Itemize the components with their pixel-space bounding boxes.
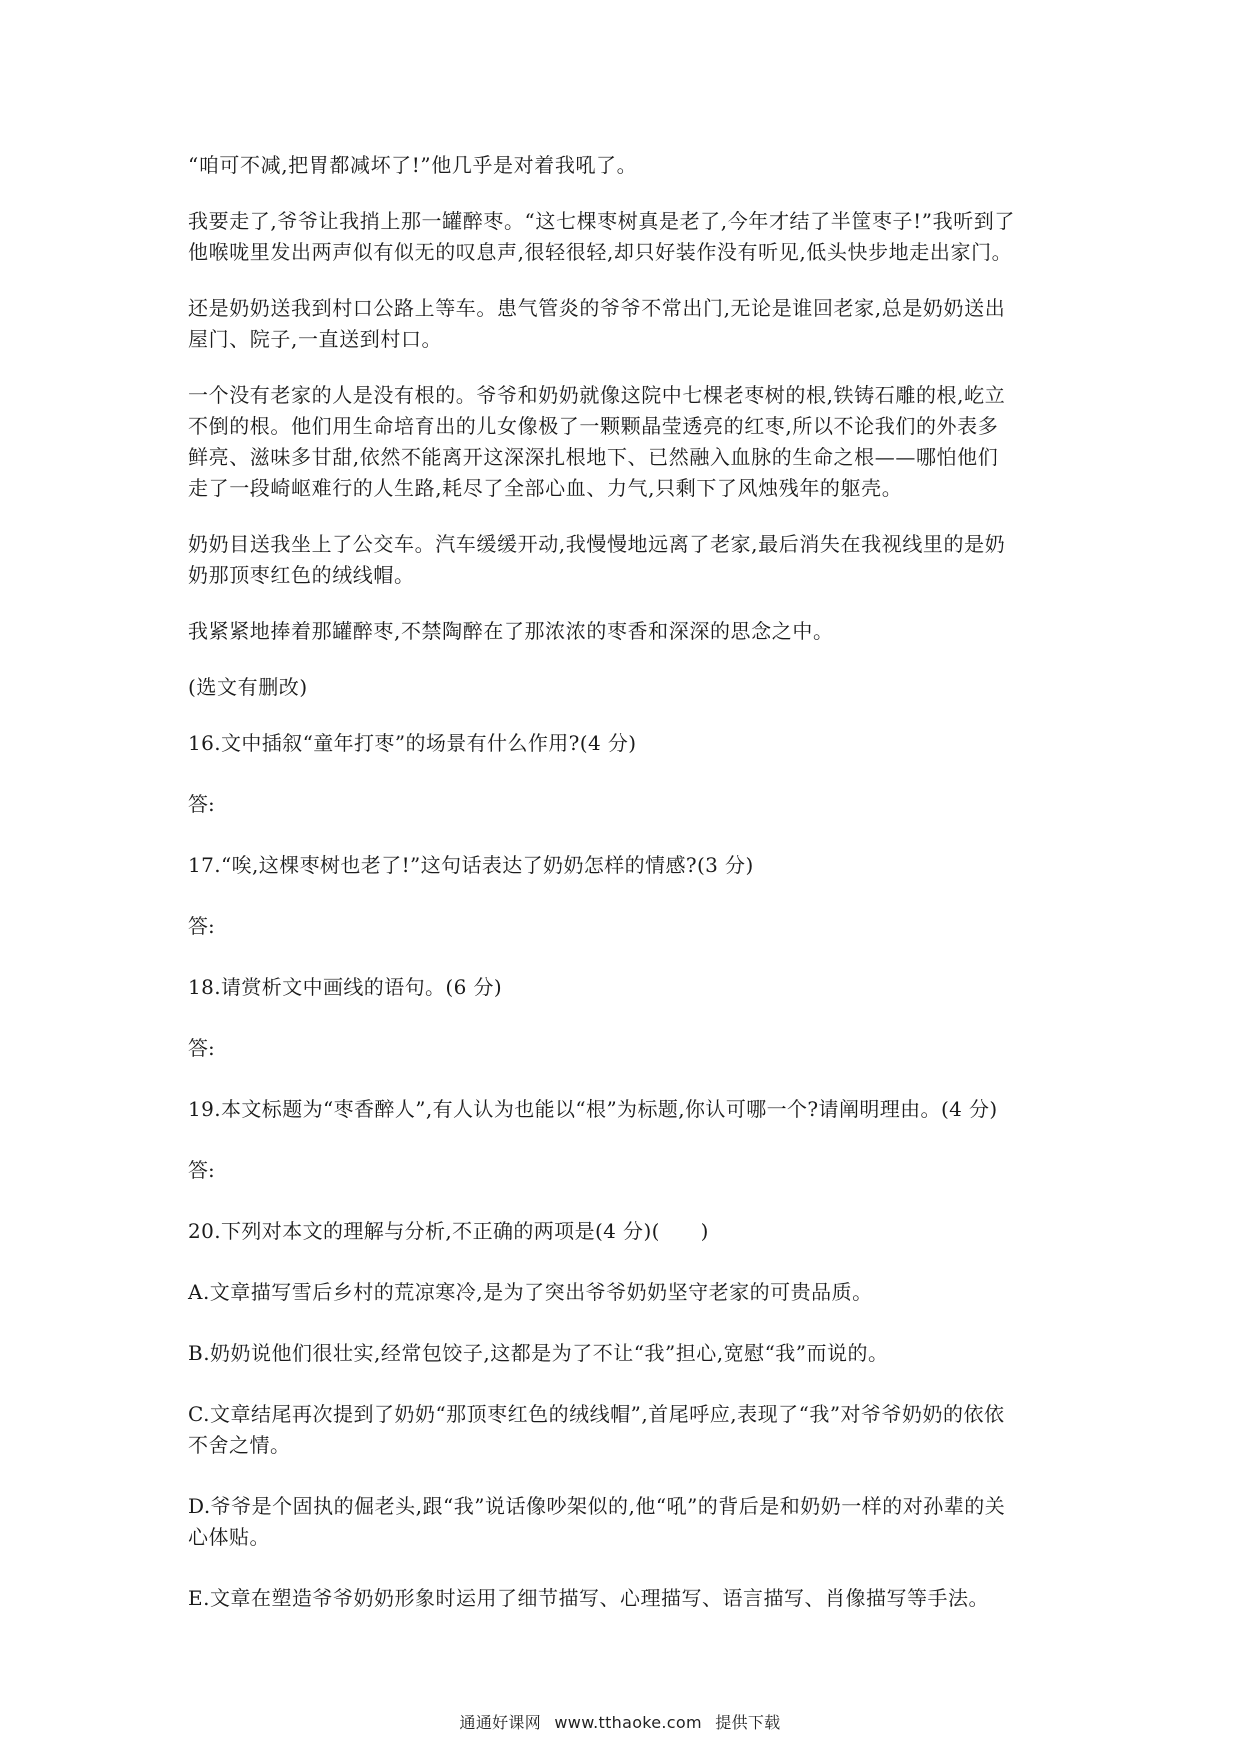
question-19: 19.本文标题为“枣香醉人”,有人认为也能以“根”为标题,你认可哪一个?请阐明理由。(4 分) [188, 1097, 998, 1121]
question-18: 18.请赏析文中画线的语句。(6 分) [188, 975, 503, 999]
text-line: 奶奶目送我坐上了公交车。汽车缓缓开动,我慢慢地远离了老家,最后消失在我视线里的是奶 [188, 532, 1006, 556]
text-line: A.文章描写雪后乡村的荒凉寒冷,是为了突出爷爷奶奶坚守老家的可贵品质。 [188, 1280, 873, 1304]
text-line: E.文章在塑造爷爷奶奶形象时运用了细节描写、心理描写、语言描写、肖像描写等手法。 [188, 1586, 989, 1610]
passage-paragraph-6 [188, 616, 1068, 647]
answer-label-16: 答: [188, 792, 215, 816]
text-line: 不舍之情。 [188, 1433, 291, 1457]
text-line: B.奶奶说他们很壮实,经常包饺子,这都是为了不让“我”担心,宽慰“我”而说的。 [188, 1341, 889, 1365]
passage-paragraph-2 [188, 206, 1068, 268]
text-line: 心体贴。 [188, 1525, 270, 1549]
footer-url: www.tthaoke.com [554, 1713, 702, 1732]
passage-paragraph-1 [188, 150, 1068, 181]
option-c [188, 1399, 1068, 1461]
passage-paragraph-3 [188, 293, 1068, 355]
text-line: 他喉咙里发出两声似有似无的叹息声,很轻很轻,却只好装作没有听见,低头快步地走出家门。 [188, 240, 1013, 264]
page-footer [0, 1710, 1240, 1733]
option-d [188, 1491, 1068, 1553]
text-line: 我要走了,爷爷让我捎上那一罐醉枣。“这七棵枣树真是老了,今年才结了半筐枣子!”我听到了 [188, 209, 1016, 233]
text-line: 还是奶奶送我到村口公路上等车。患气管炎的爷爷不常出门,无论是谁回老家,总是奶奶送出 [188, 296, 1006, 320]
text-line: 屋门、院子,一直送到村口。 [188, 327, 443, 351]
passage-paragraph-4 [188, 380, 1068, 504]
text-line: C.文章结尾再次提到了奶奶“那顶枣红色的绒线帽”,首尾呼应,表现了“我”对爷爷奶奶的依依 [188, 1402, 1005, 1426]
footer-suffix: 提供下载 [715, 1713, 781, 1732]
answer-label-17: 答: [188, 914, 215, 938]
text-line: 鲜亮、滋味多甘甜,依然不能离开这深深扎根地下、已然融入血脉的生命之根——哪怕他们 [188, 445, 999, 469]
text-line: 走了一段崎岖难行的人生路,耗尽了全部心血、力气,只剩下了风烛残年的躯壳。 [188, 476, 903, 500]
answer-label-18: 答: [188, 1036, 215, 1060]
footer-site-name: 通通好课网 [459, 1713, 542, 1732]
question-16: 16.文中插叙“童年打枣”的场景有什么作用?(4 分) [188, 731, 637, 755]
option-b [188, 1338, 1068, 1369]
question-20: 20.下列对本文的理解与分析,不正确的两项是(4 分)( ) [188, 1219, 709, 1243]
text-line: “咱可不减,把胃都减坏了!”他几乎是对着我吼了。 [188, 153, 638, 177]
text-line: 一个没有老家的人是没有根的。爷爷和奶奶就像这院中七棵老枣树的根,铁铸石雕的根,屹立 [188, 383, 1006, 407]
source-note [188, 672, 1068, 703]
passage-paragraph-5 [188, 529, 1068, 591]
option-e [188, 1583, 1068, 1614]
question-list [188, 728, 1068, 1614]
text-line: 不倒的根。他们用生命培育出的儿女像极了一颗颗晶莹透亮的红枣,所以不论我们的外表多 [188, 414, 999, 438]
text-line: (选文有删改) [188, 675, 308, 699]
text-line: D.爷爷是个固执的倔老头,跟“我”说话像吵架似的,他“吼”的背后是和奶奶一样的对孙辈的关 [188, 1494, 1006, 1518]
passage [188, 150, 1068, 703]
document-body [188, 150, 1068, 1644]
text-line: 奶那顶枣红色的绒线帽。 [188, 563, 415, 587]
option-a [188, 1277, 1068, 1308]
answer-label-19: 答: [188, 1158, 215, 1182]
text-line: 我紧紧地捧着那罐醉枣,不禁陶醉在了那浓浓的枣香和深深的思念之中。 [188, 619, 834, 643]
question-17: 17.“唉,这棵枣树也老了!”这句话表达了奶奶怎样的情感?(3 分) [188, 853, 754, 877]
